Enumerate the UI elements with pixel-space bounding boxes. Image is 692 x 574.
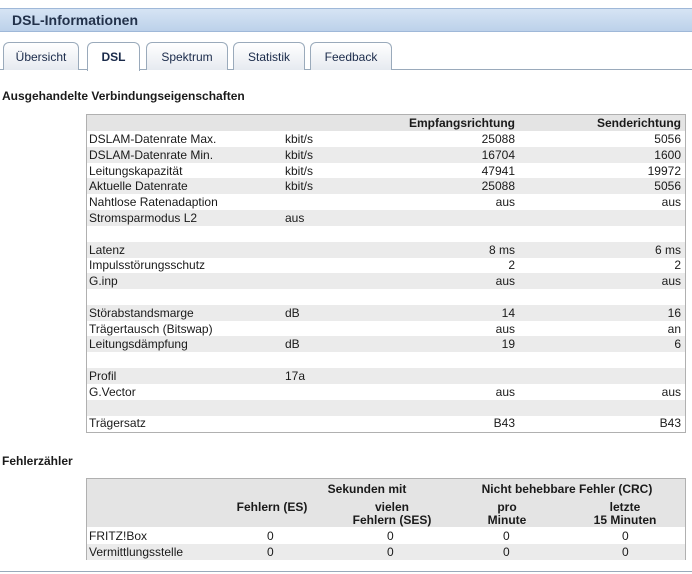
cell-ses: 0 (387, 529, 394, 543)
cell-tx: aus (661, 274, 681, 289)
row-label: Aktuelle Datenrate (89, 179, 188, 194)
row-label: Nahtlose Ratenadaption (89, 195, 218, 210)
row-label: DSLAM-Datenrate Min. (89, 147, 214, 162)
cell-rx: aus (495, 274, 515, 289)
cell-rx: 16704 (481, 147, 515, 162)
cell-tx: an (667, 321, 681, 336)
table-row (87, 400, 685, 416)
cell-rx: B43 (493, 416, 515, 431)
column-header-ses-line1: vielen (374, 500, 410, 514)
column-header-rx: Empfangsrichtung (408, 116, 515, 130)
page-title: DSL-Informationen (12, 12, 138, 28)
cell-es: 0 (267, 529, 274, 543)
table-header-row (87, 479, 685, 527)
table-row (87, 321, 685, 337)
connection-table (86, 114, 686, 433)
cell-tx: 6 ms (654, 242, 681, 257)
column-header-min-line1: pro (497, 500, 517, 514)
table-row (87, 544, 685, 560)
cell-last15: 0 (622, 545, 629, 559)
row-unit: kbit/s (285, 147, 314, 162)
row-unit: kbit/s (285, 163, 314, 178)
connection-section-title: Ausgehandelte Verbindungseigenschaften (2, 89, 245, 103)
tab-statistik[interactable] (233, 42, 305, 70)
group-header-crc: Nicht behebbare Fehler (CRC) (481, 482, 653, 496)
cell-rx: 2 (508, 258, 515, 273)
error-counter-table (86, 478, 686, 560)
tab-bar (0, 32, 692, 70)
table-row (87, 163, 685, 179)
table-row (87, 289, 685, 305)
column-header-ses-line2: Fehlern (SES) (352, 513, 432, 527)
cell-min: 0 (503, 529, 510, 543)
row-label: Trägertausch (Bitswap) (89, 321, 213, 336)
errors-section-title: Fehlerzähler (2, 454, 73, 468)
table-row (87, 242, 685, 258)
cell-tx: aus (661, 384, 681, 399)
table-row (87, 131, 685, 147)
row-label: G.Vector (89, 384, 136, 399)
cell-tx: 1600 (654, 147, 681, 162)
tab-label: Feedback (324, 49, 378, 64)
tab-spektrum[interactable] (146, 42, 228, 70)
table-row (87, 178, 685, 194)
tab-label: DSL (101, 50, 126, 64)
table-row (87, 384, 685, 400)
tab-label: Spektrum (161, 49, 213, 64)
column-header-tx: Senderichtung (596, 116, 681, 130)
row-label: G.inp (89, 274, 118, 289)
bottom-divider (0, 571, 692, 572)
tab-uebersicht[interactable] (3, 42, 79, 70)
cell-rx: 8 ms (488, 242, 515, 257)
cell-rx: 14 (501, 305, 515, 320)
row-label: Störabstandsmarge (89, 305, 194, 320)
cell-min: 0 (503, 545, 510, 559)
column-header-15min-line2: 15 Minuten (593, 513, 657, 527)
row-label: Impulsstörungsschutz (89, 258, 206, 273)
cell-tx: 6 (674, 337, 681, 352)
column-header-min-line2: Minute (487, 513, 527, 527)
table-row (87, 210, 685, 226)
tab-label: Statistik (247, 49, 290, 64)
cell-tx: 5056 (654, 179, 681, 194)
cell-tx: aus (661, 195, 681, 210)
table-row (87, 336, 685, 352)
row-label: Leitungskapazität (89, 163, 183, 178)
row-unit: aus (285, 211, 305, 225)
cell-tx: 16 (667, 305, 681, 320)
row-unit: kbit/s (285, 132, 314, 146)
cell-rx: aus (495, 195, 515, 210)
cell-ses: 0 (387, 545, 394, 559)
tab-feedback[interactable] (310, 42, 392, 70)
cell-tx: B43 (659, 416, 681, 431)
table-row (87, 194, 685, 210)
table-row (87, 226, 685, 242)
group-header-seconds: Sekunden mit (327, 482, 407, 496)
table-row (87, 368, 685, 384)
row-label: Profil (89, 369, 117, 383)
table-row (87, 305, 685, 321)
cell-es: 0 (267, 545, 274, 559)
row-unit: 17a (285, 369, 306, 383)
cell-rx: 25088 (481, 179, 515, 194)
row-label: FRITZ!Box (89, 529, 148, 543)
table-row (87, 528, 685, 544)
page-header (0, 8, 692, 32)
row-label: Latenz (89, 242, 126, 257)
cell-last15: 0 (622, 529, 629, 543)
cell-tx: 19972 (647, 163, 681, 178)
row-label: Stromsparmodus L2 (89, 211, 198, 225)
cell-rx: 25088 (481, 132, 515, 146)
cell-rx: 47941 (481, 163, 515, 178)
row-label: Vermittlungsstelle (89, 545, 184, 559)
table-row (87, 415, 685, 431)
table-row (87, 257, 685, 273)
tab-dsl[interactable] (87, 42, 140, 71)
tab-label: Übersicht (15, 49, 67, 64)
cell-rx: aus (495, 384, 515, 399)
row-label: Trägersatz (89, 416, 146, 431)
column-header-15min-line1: letzte (609, 500, 641, 514)
row-unit: dB (285, 337, 300, 352)
row-label: DSLAM-Datenrate Max. (89, 132, 217, 146)
cell-rx: 19 (501, 337, 515, 352)
table-header-row (87, 115, 685, 131)
cell-tx: 5056 (654, 132, 681, 146)
cell-rx: aus (495, 321, 515, 336)
table-row (87, 352, 685, 368)
row-label: Leitungsdämpfung (89, 337, 188, 352)
table-row (87, 273, 685, 289)
row-unit: dB (285, 305, 300, 320)
column-header-es: Fehlern (ES) (236, 500, 308, 514)
cell-tx: 2 (674, 258, 681, 273)
table-row (87, 147, 685, 163)
row-unit: kbit/s (285, 179, 314, 194)
